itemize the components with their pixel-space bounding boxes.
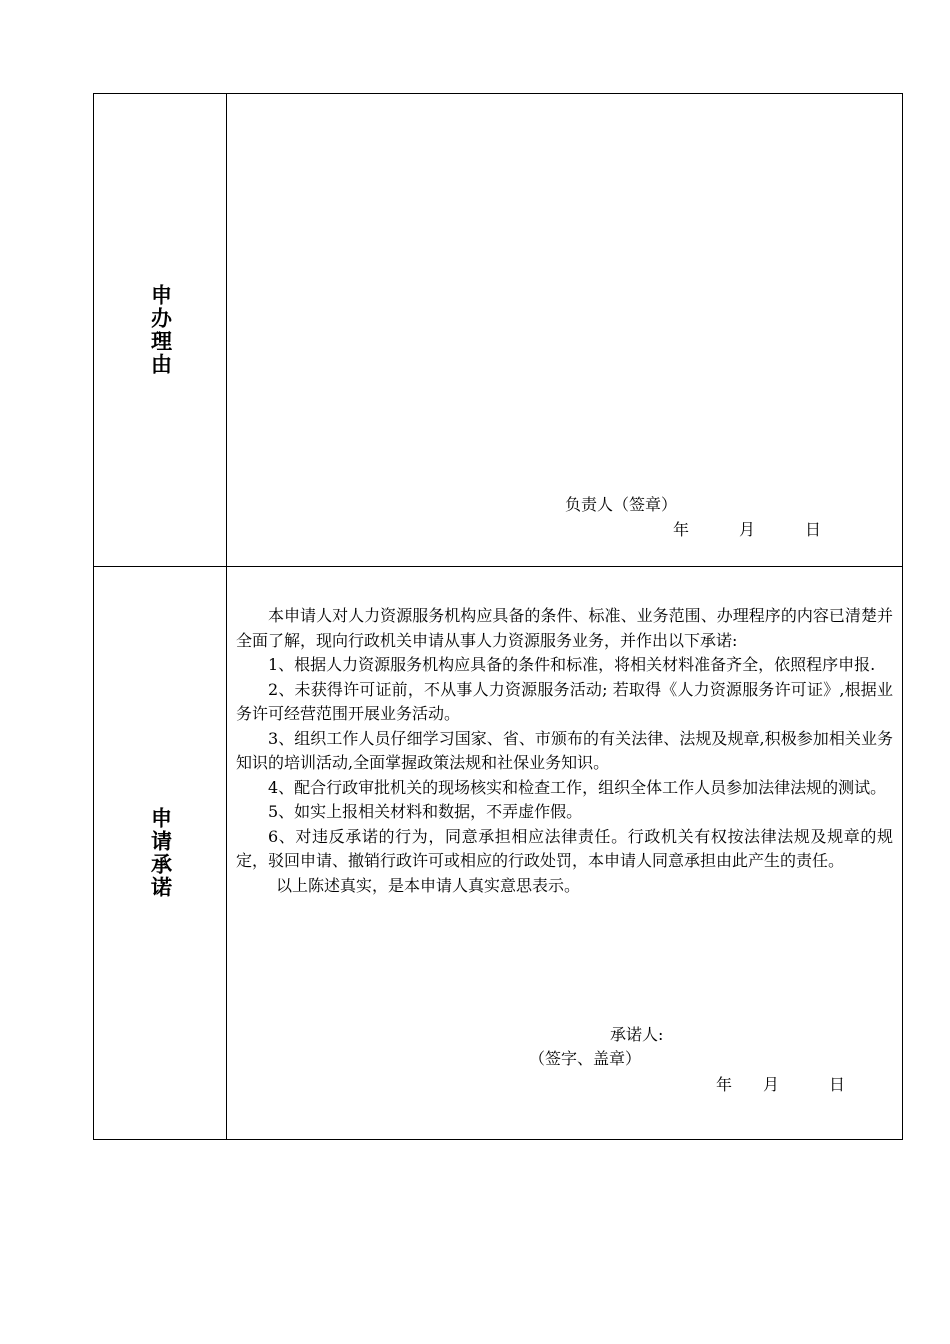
- reason-label-cell: [94, 94, 227, 566]
- commitment-intro: 本申请人对人力资源服务机构应具备的条件、标准、业务范围、办理程序的内容已清楚并全面了解，现向行政机关申请从事人力资源服务业务，并作出以下承诺:: [236, 606, 893, 650]
- commitment-label: 申请承诺: [148, 807, 173, 899]
- commitment-clause-6: 6、对违反承诺的行为，同意承担相应法律责任。行政机关有权按法律法规及规章的规定，驳回申请、撤销行政许可或相应的行政处罚，本申请人同意承担由此产生的责任。: [236, 826, 893, 870]
- reason-date-year: 年: [673, 520, 690, 539]
- commitment-clause-5: 5、如实上报相关材料和数据，不弄虚作假。: [268, 802, 583, 821]
- commitment-row: [94, 567, 902, 1139]
- application-form-table: [93, 93, 903, 1140]
- commitment-closing: 以上陈述真实，是本申请人真实意思表示。: [276, 875, 581, 895]
- commitment-signer-label: 承诺人:: [610, 1025, 664, 1044]
- commitment-date-day: 日: [829, 1075, 846, 1094]
- reason-date-day: 日: [805, 520, 822, 539]
- reason-row: [94, 94, 902, 567]
- reason-date-month: 月: [739, 520, 756, 539]
- reason-signer-label: 负责人（签章）: [565, 495, 678, 514]
- commitment-clause-1: 1、根据人力资源服务机构应具备的条件和标准，将相关材料准备齐全，依照程序申报.: [268, 655, 876, 674]
- commitment-date-month: 月: [763, 1075, 780, 1094]
- reason-content-cell: [227, 94, 902, 566]
- commitment-date-year: 年: [716, 1075, 733, 1094]
- commitment-content-cell: [227, 567, 902, 1139]
- commitment-clause-4: 4、配合行政审批机关的现场核实和检查工作，组织全体工作人员参加法律法规的测试。: [268, 777, 887, 797]
- commitment-label-cell: [94, 567, 227, 1139]
- commitment-clause-2: 2、未获得许可证前，不从事人力资源服务活动; 若取得《人力资源服务许可证》,根据业务许可经营范围开展业务活动。: [236, 679, 893, 723]
- commitment-clause-3: 3、组织工作人员仔细学习国家、省、市颁布的有关法律、法规及规章,积极参加相关业务知识的培训活动,全面掌握政策法规和社保业务知识。: [236, 728, 893, 772]
- commitment-signer-note: （签字、盖章）: [529, 1049, 642, 1068]
- reason-label: 申办理由: [148, 284, 173, 376]
- commitment-text-block: [236, 604, 893, 898]
